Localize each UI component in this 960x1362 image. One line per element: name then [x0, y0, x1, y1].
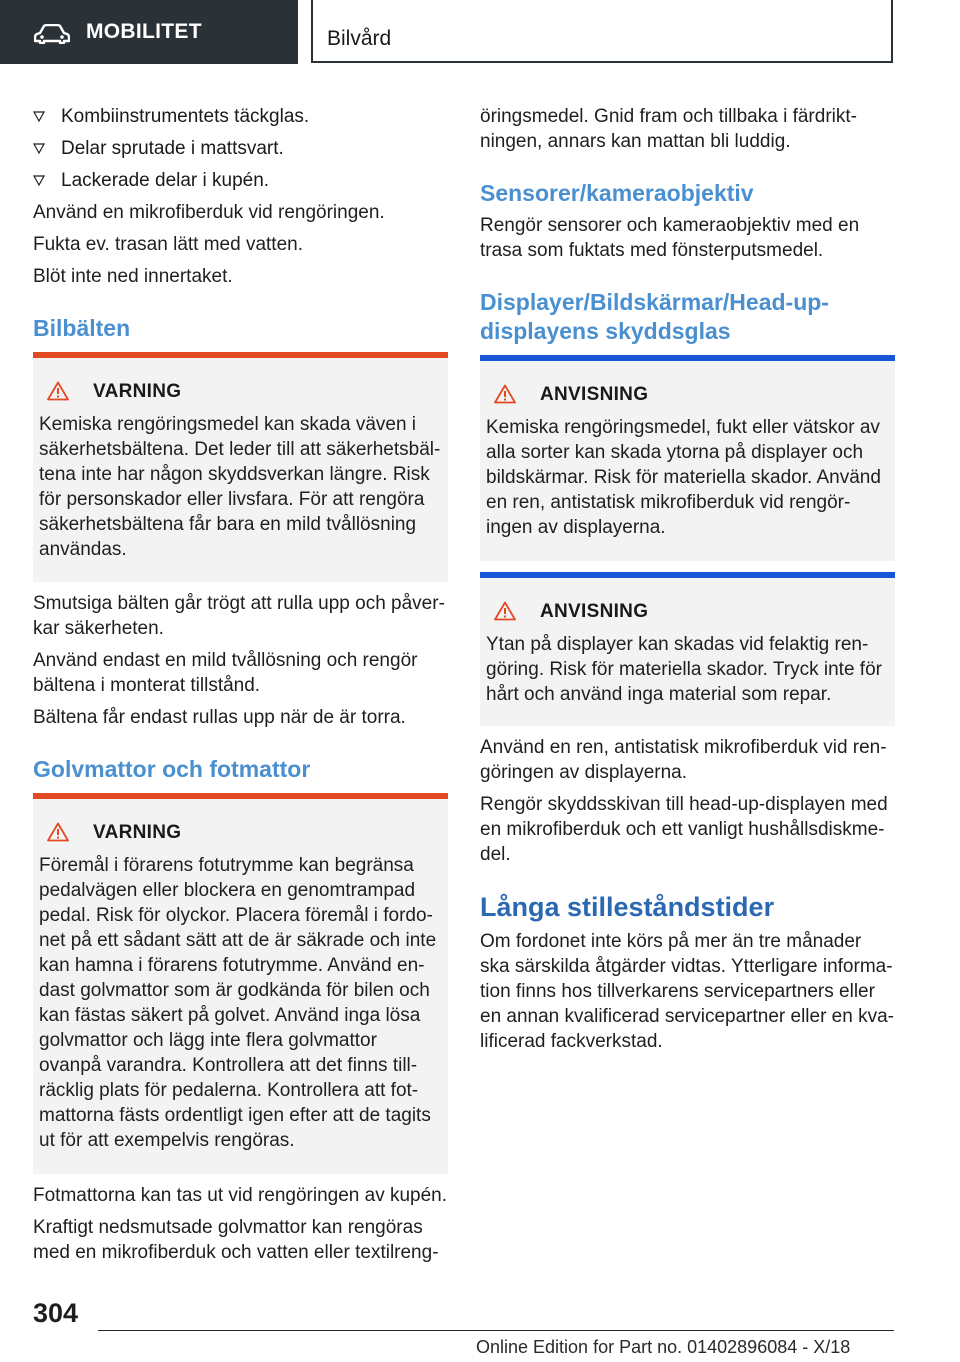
- heading-mats: Golvmattor och fotmattor: [33, 756, 311, 782]
- paragraph-line: bältena i monterat tillstånd.: [33, 675, 261, 696]
- heading-displays: displayens skyddsglas: [480, 318, 731, 344]
- page-number: 304: [33, 1298, 79, 1328]
- paragraph-line: Fotmattorna kan tas ut vid rengöringen av kupén.: [33, 1185, 448, 1206]
- paragraph-line: kar säkerheten.: [33, 618, 164, 639]
- paragraph-line: Blöt inte ned innertaket.: [33, 266, 233, 287]
- notice-label: ANVISNING: [540, 601, 649, 622]
- paragraph-line: Använd en mikrofiberduk vid rengöringen.: [33, 202, 385, 223]
- warning-bar: [33, 352, 448, 358]
- warning-box: VARNING Föremål i förarens fotutrymme kan begränsa pedalvägen eller blockera en genomtrampad pedal. Risk för olyckor. Placera föremål i fordo- net på ett sådant sätt att de är säkrade och inte kan hamna i förarens fotutrymme. Använd en- dast golvmattor som är godkända för bilen och kan fästas säkert på golvet. Använd inga lösa golvmattor och lägg inte flera golvmattor ovanpå varandra. Kontrollera att det finns till- räcklig plats för pedalerna. Kontrollera att fot- mattorna fästs ordentligt igen efter att de tagits ut för att exempelvis rengöras.: [33, 793, 448, 1174]
- notice-bar: [480, 355, 895, 361]
- footer-edition: Online Edition for Part no. 01402896084 - X/18: [476, 1337, 851, 1357]
- notice-triangle-icon: [494, 601, 516, 621]
- paragraph-line: trasa som fuktats med fönsterputsmedel.: [480, 240, 824, 261]
- triangle-bullet-icon: [33, 111, 45, 122]
- heading-displays: Displayer/Bildskärmar/Head-up-: [480, 289, 829, 315]
- notice-triangle-icon: [494, 384, 516, 404]
- paragraph-line: göringen av displayerna.: [480, 762, 688, 783]
- paragraph-line: med en mikrofiberduk och vatten eller textilreng-: [33, 1242, 439, 1263]
- paragraph-line: del.: [480, 844, 511, 865]
- section-tab: [0, 0, 298, 64]
- warning-label: VARNING: [93, 381, 182, 402]
- warning-triangle-icon: [47, 822, 69, 842]
- triangle-bullet-icon: [33, 175, 45, 186]
- paragraph-line: Om fordonet inte körs på mer än tre månader: [480, 931, 862, 952]
- paragraph-line: ningen, annars kan mattan bli luddig.: [480, 131, 791, 152]
- heading-sensors: Sensorer/kameraobjektiv: [480, 180, 754, 206]
- warning-box: VARNING Kemiska rengöringsmedel kan skada väven i säkerhetsbältena. Det leder till att säkerhetsbäl- tena inte har någon skyddsverkan längre. Risk för personskador eller livsfara. För att rengöra säkerhetsbältena får bara en mild tvållösning användas.: [33, 352, 448, 582]
- warning-label: VARNING: [93, 822, 182, 843]
- paragraph-line: Fukta ev. trasan lätt med vatten.: [33, 234, 303, 255]
- paragraph-line: tion finns hos tillverkarens servicepartners eller: [480, 981, 875, 1002]
- footer-divider: [98, 1330, 894, 1331]
- paragraph-line: Rengör sensorer och kameraobjektiv med en: [480, 215, 860, 236]
- triangle-bullet-icon: [33, 143, 45, 154]
- paragraph-line: en annan kvalificerad servicepartner eller en kva-: [480, 1006, 894, 1027]
- warning-triangle-icon: [47, 381, 69, 401]
- heading-belts: Bilbälten: [33, 315, 131, 341]
- paragraph-line: ska särskilda åtgärder vidtas. Ytterligare informa-: [480, 956, 893, 977]
- paragraph-line: öringsmedel. Gnid fram och tillbaka i färdrikt-: [480, 106, 857, 127]
- car-icon: [34, 24, 70, 44]
- paragraph-line: Använd en ren, antistatisk mikrofiberduk vid ren-: [480, 737, 887, 758]
- paragraph-line: Rengör skyddsskivan till head-up-displayen med: [480, 794, 888, 815]
- paragraph-line: Bältena får endast rullas upp när de är torra.: [33, 707, 406, 728]
- chapter-box: [311, 0, 893, 63]
- notice-box: ANVISNING Kemiska rengöringsmedel, fukt eller vätskor av alla sorter kan skada ytorna på displayer och bildskärmar. Risk för materiella skador. Använd en ren, antistatisk mikrofiberduk vid rengör- ingen av displayerna.: [480, 355, 895, 561]
- notice-bar: [480, 572, 895, 578]
- warning-bar: [33, 793, 448, 799]
- heading-standstill: Långa stilleståndstider: [480, 892, 775, 922]
- section-title: MOBILITET: [86, 20, 202, 43]
- notice-box: ANVISNING Ytan på displayer kan skadas vid felaktig ren- göring. Risk för materiella skador. Tryck inte för hårt och använd inga material som repar.: [480, 572, 895, 726]
- paragraph-line: Smutsiga bälten går trögt att rulla upp och påver-: [33, 593, 445, 614]
- paragraph-line: en mikrofiberduk och ett vanligt hushållsdiskme-: [480, 819, 885, 840]
- chapter-title: Bilvård: [327, 27, 392, 50]
- notice-label: ANVISNING: [540, 384, 649, 405]
- paragraph-line: lificerad fackverkstad.: [480, 1031, 663, 1052]
- paragraph-line: Använd endast en mild tvållösning och rengör: [33, 650, 418, 671]
- paragraph-line: Kraftigt nedsmutsade golvmattor kan rengöras: [33, 1217, 423, 1238]
